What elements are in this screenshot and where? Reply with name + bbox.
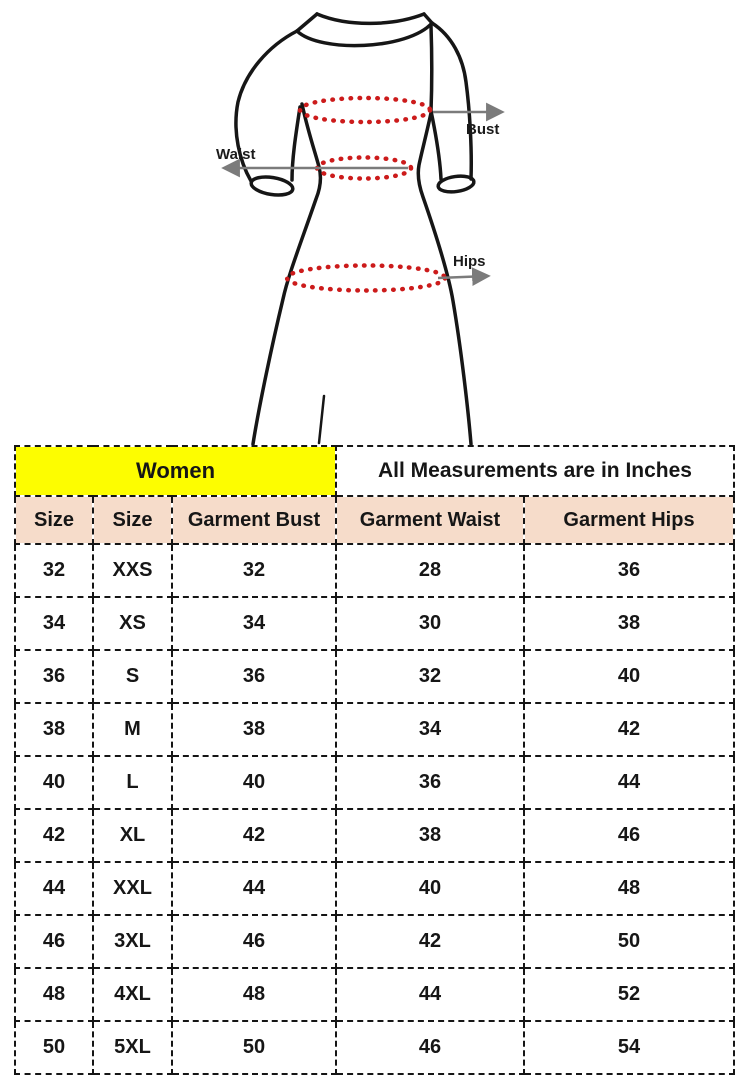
cell-waist: 28 xyxy=(336,544,524,597)
hips-measure-ellipse xyxy=(287,266,445,291)
table-row xyxy=(15,756,734,809)
cell-size-num: 32 xyxy=(15,544,93,597)
units-header-cell: All Measurements are in Inches xyxy=(336,446,734,496)
bust-label: Bust xyxy=(466,121,500,138)
dress-front-neckline xyxy=(297,23,432,46)
dress-right-sleeve-inner xyxy=(431,26,432,111)
cell-size-label: XXL xyxy=(93,862,172,915)
cell-size-num: 42 xyxy=(15,809,93,862)
table-row xyxy=(15,862,734,915)
table-row xyxy=(15,597,734,650)
dress-back-neckline xyxy=(317,14,424,23)
column-header-row xyxy=(15,496,734,544)
cell-waist: 44 xyxy=(336,968,524,1021)
measurement-diagram xyxy=(0,0,746,445)
cell-size-num: 48 xyxy=(15,968,93,1021)
cell-size-label: S xyxy=(93,650,172,703)
cell-hips: 42 xyxy=(524,703,734,756)
cell-hips: 52 xyxy=(524,968,734,1021)
dress-right-sleeve-front xyxy=(431,111,441,179)
cell-size-num: 34 xyxy=(15,597,93,650)
col-header-garment-hips: Garment Hips xyxy=(524,496,734,544)
dress-skirt-slit xyxy=(319,396,324,443)
cell-bust: 42 xyxy=(172,809,336,862)
cell-hips: 44 xyxy=(524,756,734,809)
cell-size-num: 36 xyxy=(15,650,93,703)
cell-bust: 48 xyxy=(172,968,336,1021)
size-table xyxy=(14,445,735,1075)
dress-left-bodice-skirt xyxy=(253,104,320,444)
dress-drawing xyxy=(236,14,475,444)
cell-bust: 44 xyxy=(172,862,336,915)
cell-waist: 32 xyxy=(336,650,524,703)
cell-hips: 50 xyxy=(524,915,734,968)
cell-hips: 54 xyxy=(524,1021,734,1074)
cell-size-label: 4XL xyxy=(93,968,172,1021)
dress-left-shoulder xyxy=(297,14,317,31)
table-row xyxy=(15,703,734,756)
table-row xyxy=(15,968,734,1021)
cell-bust: 40 xyxy=(172,756,336,809)
cell-size-num: 44 xyxy=(15,862,93,915)
cell-bust: 32 xyxy=(172,544,336,597)
waist-label: Waist xyxy=(216,146,256,163)
cell-bust: 36 xyxy=(172,650,336,703)
cell-bust: 50 xyxy=(172,1021,336,1074)
cell-waist: 46 xyxy=(336,1021,524,1074)
cell-size-num: 38 xyxy=(15,703,93,756)
cell-hips: 46 xyxy=(524,809,734,862)
table-row xyxy=(15,915,734,968)
dress-measurement-illustration xyxy=(0,0,746,445)
group-header-row xyxy=(15,446,734,496)
col-header-size-label: Size xyxy=(93,496,172,544)
cell-size-label: M xyxy=(93,703,172,756)
cell-bust: 38 xyxy=(172,703,336,756)
bust-measure-ellipse xyxy=(300,98,430,122)
dress-left-cuff xyxy=(250,174,294,197)
dress-right-cuff xyxy=(437,174,475,194)
cell-hips: 40 xyxy=(524,650,734,703)
cell-size-num: 40 xyxy=(15,756,93,809)
cell-size-label: XS xyxy=(93,597,172,650)
cell-hips: 38 xyxy=(524,597,734,650)
col-header-garment-bust: Garment Bust xyxy=(172,496,336,544)
table-row xyxy=(15,1021,734,1074)
cell-size-label: 3XL xyxy=(93,915,172,968)
cell-waist: 36 xyxy=(336,756,524,809)
table-row xyxy=(15,544,734,597)
cell-waist: 38 xyxy=(336,809,524,862)
cell-hips: 48 xyxy=(524,862,734,915)
hips-label: Hips xyxy=(453,253,486,270)
cell-waist: 34 xyxy=(336,703,524,756)
cell-size-label: XL xyxy=(93,809,172,862)
cell-bust: 34 xyxy=(172,597,336,650)
cell-size-label: XXS xyxy=(93,544,172,597)
women-header-cell: Women xyxy=(15,446,336,496)
cell-hips: 36 xyxy=(524,544,734,597)
table-row xyxy=(15,650,734,703)
cell-waist: 30 xyxy=(336,597,524,650)
cell-bust: 46 xyxy=(172,915,336,968)
cell-size-num: 50 xyxy=(15,1021,93,1074)
cell-waist: 40 xyxy=(336,862,524,915)
cell-size-label: 5XL xyxy=(93,1021,172,1074)
dress-right-shoulder xyxy=(424,14,432,23)
cell-waist: 42 xyxy=(336,915,524,968)
col-header-garment-waist: Garment Waist xyxy=(336,496,524,544)
cell-size-label: L xyxy=(93,756,172,809)
table-row xyxy=(15,809,734,862)
col-header-size-num: Size xyxy=(15,496,93,544)
cell-size-num: 46 xyxy=(15,915,93,968)
